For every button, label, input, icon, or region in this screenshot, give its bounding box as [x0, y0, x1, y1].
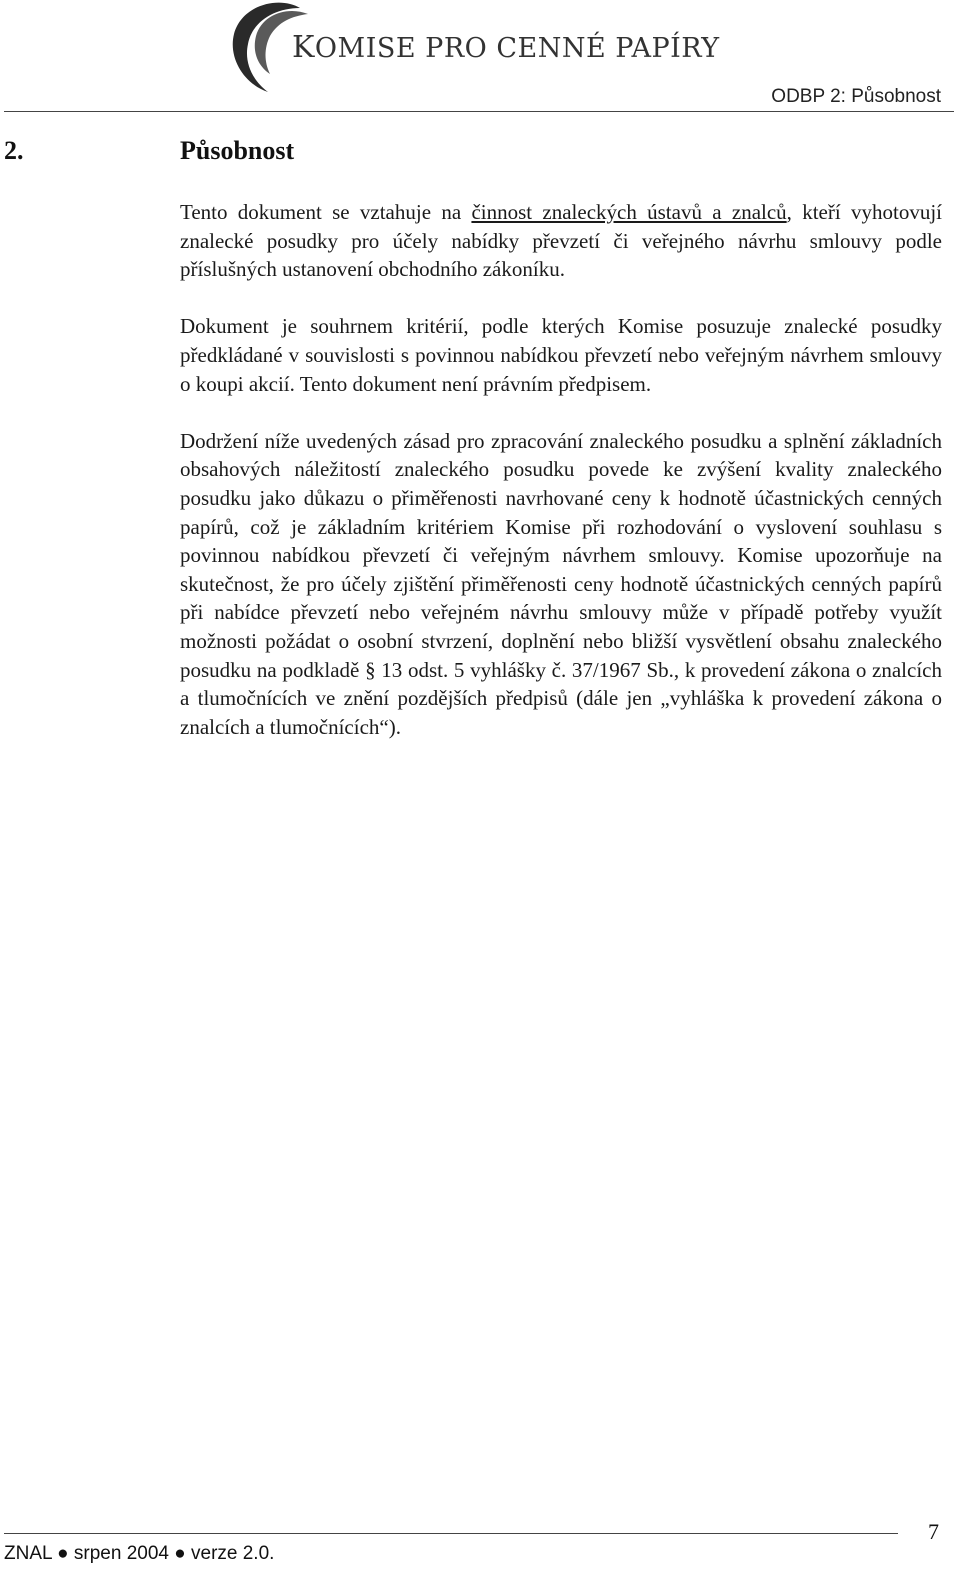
- underlined-phrase: činnost znaleckých ústavů a znalců: [471, 200, 787, 224]
- footer-version-info: ZNAL ● srpen 2004 ● verze 2.0.: [4, 1543, 275, 1564]
- paragraph-scope: Tento dokument se vztahuje na činnost znaleckých ústavů a znalců, kteří vyhotovují znalecké posudky pro účely nabídky převzetí či veřejného návrhu smlouvy podle příslušných ustanovení obchodního zákoníku.: [180, 200, 942, 282]
- footer-divider: [4, 1533, 898, 1534]
- page-number: 7: [928, 1519, 939, 1544]
- paragraph-principles: Dodržení níže uvedených zásad pro zpracování znaleckého posudku a splnění základních obsahových náležitostí znaleckého posudku povede ke zvýšení kvality znaleckého posudku jako důkazu o přiměřenosti navrhované ceny k hodnotě účastnických cenných papírů, což je základním kritériem Komise při rozhodování o vyslovení souhlasu s povinnou nabídkou převzetí či veřejným návrhem smlouvy. Komise upozorňuje na skutečnost, že pro účely zjištění přiměřenosti ceny hodnotě účastnických cenných papírů při nabídce převzetí nebo veřejném návrhu smlouvy může v případě potřeby využít možnosti požádat o osobní stvrzení, doplnění nebo bližší vysvětlení obsahu znaleckého posudku na podkladě § 13 odst. 5 vyhlášky č. 37/1967 Sb., k provedení zákona o znalcích a tlumočnících ve znění pozdějších předpisů (dále jen „vyhláška k provedení zákona o znalcích a tlumočnících“).: [180, 428, 942, 739]
- header-divider: [4, 111, 954, 112]
- document-body: [180, 198, 942, 770]
- section-number: 2.: [4, 136, 24, 165]
- organization-name: KOMISE PRO CENNÉ PAPÍRY: [292, 30, 720, 65]
- section-title: Působnost: [180, 136, 295, 165]
- paragraph-criteria: Dokument je souhrnem kritérií, podle kterých Komise posuzuje znalecké posudky předkládané v souvislosti s povinnou nabídkou převzetí nebo veřejným návrhem smlouvy o koupi akcií. Tento dokument není právním předpisem.: [180, 314, 942, 396]
- document-section-label: ODBP 2: Působnost: [771, 86, 941, 107]
